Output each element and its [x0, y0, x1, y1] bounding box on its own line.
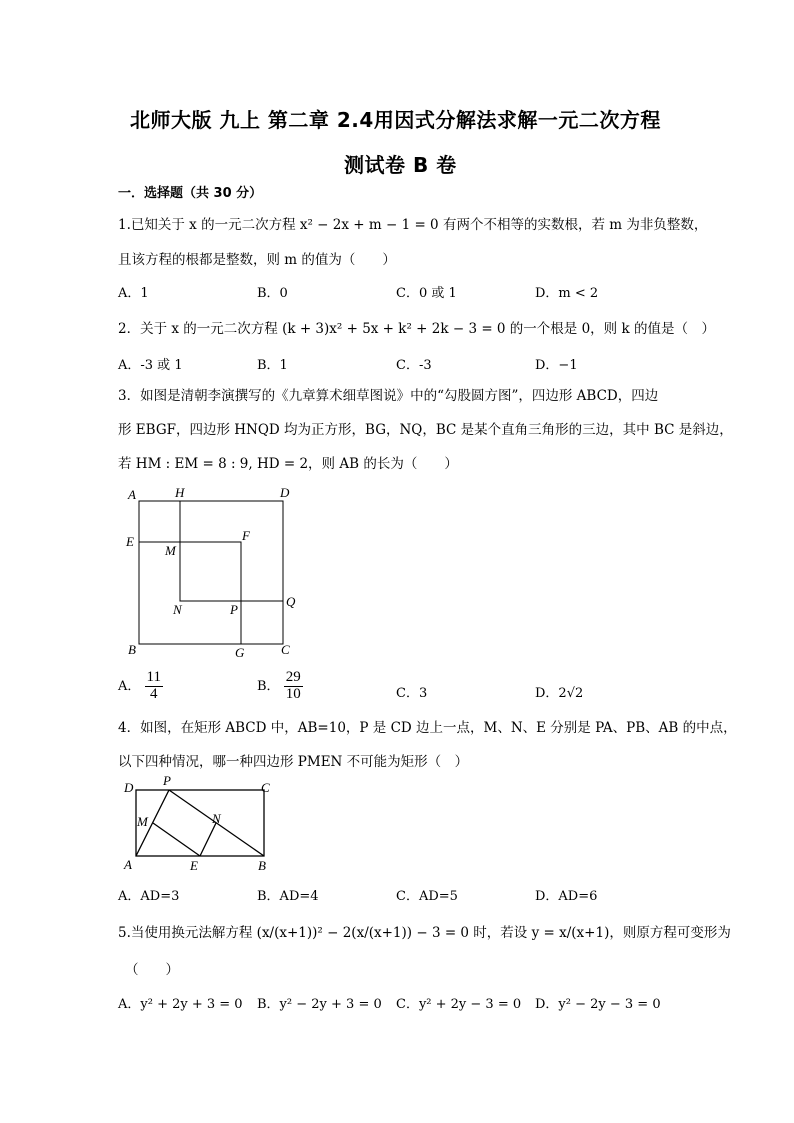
q1-option-b: B．0 — [257, 286, 288, 301]
q4-option-b: B．AD=4 — [257, 889, 319, 904]
q1-stem-line2: 且该方程的根都是整数，则 m 的值为（ ） — [118, 252, 396, 268]
q1-stem-line1: 1.已知关于 x 的一元二次方程 x² − 2x + m − 1 = 0 有两个不相等的实数根，若 m 为非负整数， — [118, 217, 708, 233]
section-heading: 一．选择题（共 30 分） — [118, 186, 263, 201]
rectangle-abcd — [136, 790, 264, 856]
fig3-label-b: B — [128, 642, 136, 657]
q3-option-a-numerator: 11 — [146, 669, 161, 685]
q4-option-a: A．AD=3 — [118, 889, 180, 904]
fig3-label-e: E — [126, 534, 134, 549]
fig4-label-c: C — [261, 780, 270, 795]
q3-option-a-fraction — [145, 670, 163, 703]
fig4-label-p: P — [163, 773, 171, 788]
fig3-label-n: N — [173, 602, 182, 617]
fig4-label-e: E — [190, 858, 198, 873]
q3-option-d: D．2√2 — [535, 686, 584, 701]
fig3-label-d: D — [280, 485, 290, 500]
fig4-label-n: N — [212, 811, 221, 826]
document-title-line2: 测试卷 B 卷 — [344, 153, 457, 177]
q3-option-b-denominator: 10 — [285, 685, 301, 702]
fig3-label-h: H — [175, 485, 185, 500]
q3-option-a — [118, 670, 163, 703]
square-ebgf-edges — [139, 542, 241, 644]
q4-option-c: C．AD=5 — [396, 889, 458, 904]
q5-option-d: D．y² − 2y − 3 = 0 — [535, 997, 661, 1012]
q4-figure-rectangle — [118, 772, 278, 876]
document-title-line1: 北师大版 九上 第二章 2.4用因式分解法求解一元二次方程 — [130, 108, 661, 132]
q4-option-d: D．AD=6 — [535, 889, 598, 904]
fig4-label-d: D — [124, 780, 134, 795]
q3-stem-line2: 形 EBGF，四边形 HNQD 均为正方形，BG，NQ，BC 是某个直角三角形的三边，其中 BC 是斜边， — [118, 422, 733, 438]
q1-option-d: D．m < 2 — [535, 286, 599, 301]
q3-option-a-denominator: 4 — [150, 685, 158, 702]
q2-option-b: B．1 — [257, 358, 288, 373]
q4-stem-line1: 4．如图，在矩形 ABCD 中，AB=10，P 是 CD 边上一点，M、N、E 分别是 PA、PB、AB 的中点， — [118, 720, 737, 736]
q3-option-c: C．3 — [396, 686, 428, 701]
q5-option-a: A．y² + 2y + 3 = 0 — [118, 997, 243, 1012]
fig3-label-a: A — [128, 487, 136, 502]
segment-me — [153, 823, 200, 856]
fig3-label-g: G — [235, 645, 245, 660]
square-abcd — [139, 501, 283, 644]
q3-option-b-prefix: B． — [257, 678, 280, 694]
fig3-label-q: Q — [286, 594, 296, 609]
q5-option-b: B．y² − 2y + 3 = 0 — [257, 997, 382, 1012]
q3-option-b-fraction — [284, 670, 303, 703]
q3-stem-line1: 3．如图是清朝李演撰写的《九章算术细草图说》中的“勾股圆方图”，四边形 ABCD，四边 — [118, 388, 659, 404]
q5-option-c: C．y² + 2y − 3 = 0 — [396, 997, 522, 1012]
fig4-label-a: A — [124, 857, 132, 872]
square-hnqd-edges — [180, 501, 283, 601]
q2-option-a: A．-3 或 1 — [118, 358, 183, 373]
fig3-label-c: C — [281, 642, 290, 657]
fig4-label-b: B — [258, 858, 266, 873]
q1-option-c: C．0 或 1 — [396, 286, 457, 301]
fig3-label-p: P — [230, 602, 238, 617]
q3-stem-line3: 若 HM : EM = 8 : 9, HD = 2，则 AB 的长为（ ） — [118, 456, 458, 472]
q2-stem-line1: 2．关于 x 的一元二次方程 (k + 3)x² + 5x + k² + 2k − 3 = 0 的一个根是 0，则 k 的值是（ ） — [118, 321, 715, 337]
q3-option-b — [257, 670, 303, 703]
q5-stem-line1: 5.当使用换元法解方程 (x/(x+1))² − 2(x/(x+1)) − 3 = 0 时，若设 y = x/(x+1)，则原方程可变形为 — [118, 925, 731, 941]
fig3-label-f: F — [242, 528, 250, 543]
q2-option-c: C．-3 — [396, 358, 432, 373]
q2-option-d: D．−1 — [535, 358, 578, 373]
q3-figure-squares — [118, 482, 318, 664]
q1-option-a: A．1 — [118, 286, 149, 301]
fig3-label-m: M — [165, 543, 176, 558]
segment-en — [200, 823, 216, 856]
q3-option-a-prefix: A． — [118, 678, 141, 694]
q5-stem-line2: （ ） — [125, 962, 179, 978]
fig4-label-m: M — [137, 814, 148, 829]
q3-option-b-numerator: 29 — [285, 669, 301, 685]
q4-stem-line2: 以下四种情况，哪一种四边形 PMEN 不可能为矩形（ ） — [118, 754, 469, 770]
